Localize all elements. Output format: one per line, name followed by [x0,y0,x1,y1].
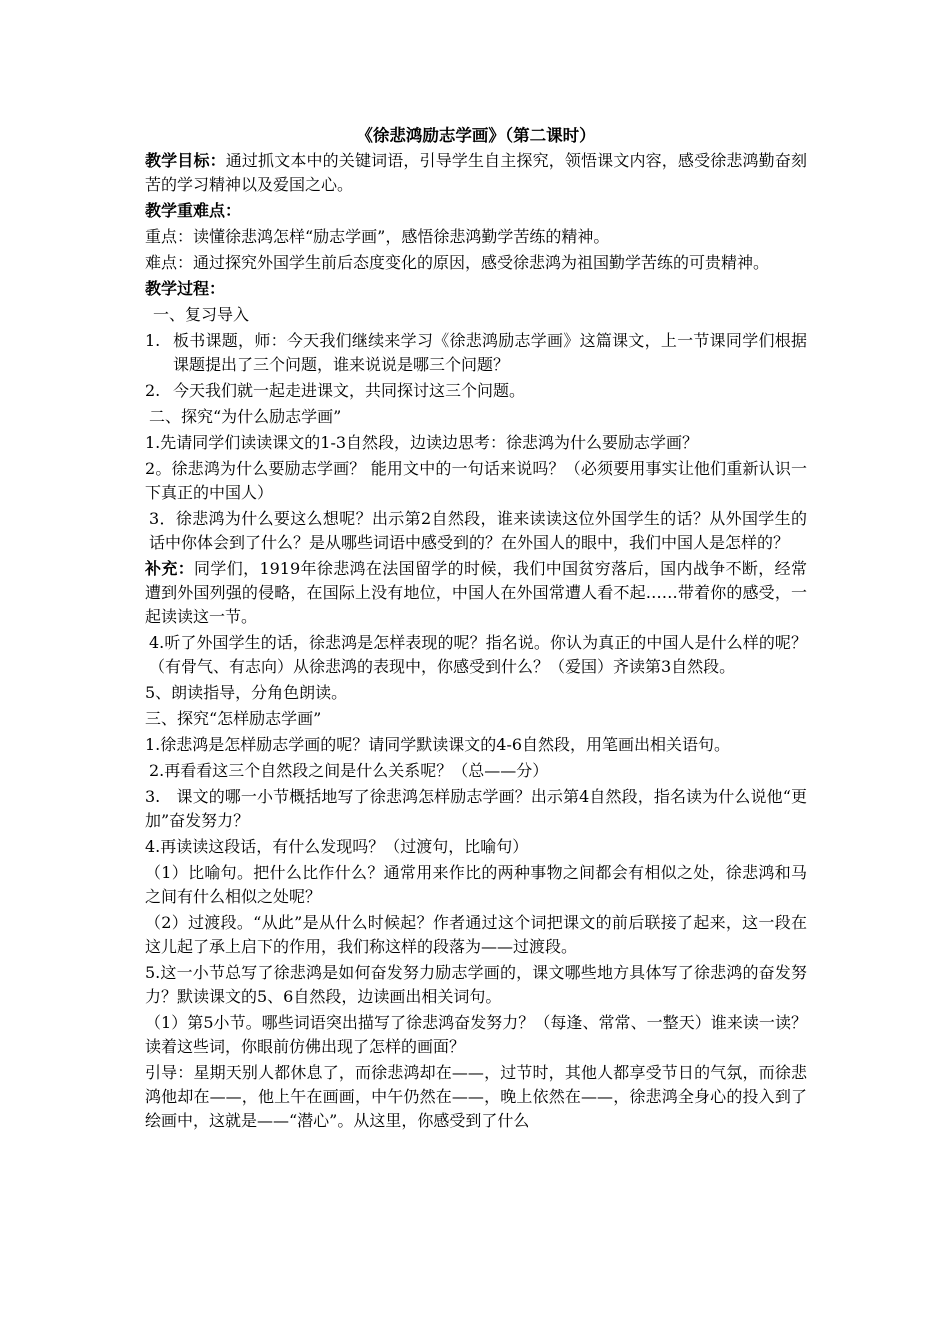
section-3-title: 三、探究“怎样励志学画” [145,709,322,728]
list-item-text: 今天我们就一起走进课文，共同探讨这三个问题。 [173,381,526,400]
list-item [145,379,807,403]
section-3-paragraph: 2.再看看这三个自然段之间是什么关系呢？（总——分） [149,761,549,780]
section-3-paragraph: 引导：星期天别人都休息了，而徐悲鸿却在——，过节时，其他人都享受节日的气氛，而徐悲鸿他却在——，他上午在画画，中午仍然在——，晚上依然在——，徐悲鸿全身心的投入到了绘画中，这就是——“潜心”。从这里，你感受到了什么 [145,1063,807,1130]
list-item-text: 板书课题，师：今天我们继续来学习《徐悲鸿励志学画》这篇课文，上一节课同学们根据课题提出了三个问题，谁来说说是哪三个问题？ [173,331,807,374]
teaching-goal-label: 教学目标： [145,151,226,170]
document-title: 《徐悲鸿励志学画》（第二课时） [356,126,596,145]
section-3-paragraph: （1）比喻句。把什么比作什么？通常用来作比的两种事物之间都会有相似之处，徐悲鸿和马之间有什么相似之处呢？ [145,863,807,906]
section-1-title: 一、复习导入 [153,305,250,324]
teaching-goal-text: 通过抓文本中的关键词语，引导学生自主探究，领悟课文内容，感受徐悲鸿勤奋刻苦的学习精神以及爱国之心。 [145,151,807,194]
supplement-paragraph [145,557,807,629]
supplement-label: 补充： [145,559,195,578]
key-point: 重点：读懂徐悲鸿怎样“励志学画”，感悟徐悲鸿勤学苦练的精神。 [145,227,610,246]
list-item-number: 1. [145,331,161,350]
section-2-paragraph: 5、朗读指导，分角色朗读。 [145,683,348,702]
section-3-paragraph: 5.这一小节总写了徐悲鸿是如何奋发努力励志学画的，课文哪些地方具体写了徐悲鸿的奋发努力？默读课文的5、6自然段，边读画出相关词句。 [145,963,807,1006]
section-2-title: 二、探究“为什么励志学画” [149,407,342,426]
section-2-paragraph: 1.先请同学们读读课文的1-3自然段，边读边思考：徐悲鸿为什么要励志学画？ [145,433,699,452]
section-3-paragraph: （1）第5小节。哪些词语突出描写了徐悲鸿奋发努力？（每逢、常常、一整天）谁来读一读？读着这些词，你眼前仿佛出现了怎样的画面？ [145,1013,807,1056]
section-3-paragraph: （2）过渡段。“从此”是从什么时候起？作者通过这个词把课文的前后联接了起来，这一段在这儿起了承上启下的作用，我们称这样的段落为——过渡段。 [145,913,807,956]
difficult-point: 难点：通过探究外国学生前后态度变化的原因，感受徐悲鸿为祖国勤学苦练的可贵精神。 [145,253,770,272]
section-3-paragraph: 3. 课文的哪一小节概括地写了徐悲鸿怎样励志学画？出示第4自然段，指名读为什么说他“更加”奋发努力？ [145,787,807,830]
section-2-paragraph: 2。徐悲鸿为什么要励志学画？ 能用文中的一句话来说吗？（必须要用事实让他们重新认识一下真正的中国人） [145,459,807,502]
section-3-paragraph: 1.徐悲鸿是怎样励志学画的呢？请同学默读课文的4-6自然段，用笔画出相关语句。 [145,735,731,754]
key-difficult-points-label: 教学重难点： [145,201,242,220]
teaching-process-label: 教学过程： [145,279,226,298]
list-item [145,329,807,377]
supplement-text: 同学们，1919年徐悲鸿在法国留学的时候，我们中国贫穷落后，国内战争不断，经常遭到外国列强的侵略，在国际上没有地位，中国人在外国常遭人看不起……带着你的感受，一起读读这一节。 [145,559,807,626]
section-3-paragraph: 4.再读读这段话，有什么发现吗？（过渡句，比喻句） [145,837,529,856]
document-body [145,125,807,1135]
section-2-paragraph: 4.听了外国学生的话，徐悲鸿是怎样表现的呢？指名说。你认为真正的中国人是什么样的呢？（有骨气、有志向）从徐悲鸿的表现中，你感受到什么？（爱国）齐读第3自然段。 [149,633,807,676]
section-2-paragraph: 3．徐悲鸿为什么要这么想呢？出示第2自然段，谁来读读这位外国学生的话？从外国学生的话中你体会到了什么？是从哪些词语中感受到的？在外国人的眼中，我们中国人是怎样的？ [149,509,807,552]
teaching-goal [145,149,807,197]
list-item-number: 2. [145,381,161,400]
